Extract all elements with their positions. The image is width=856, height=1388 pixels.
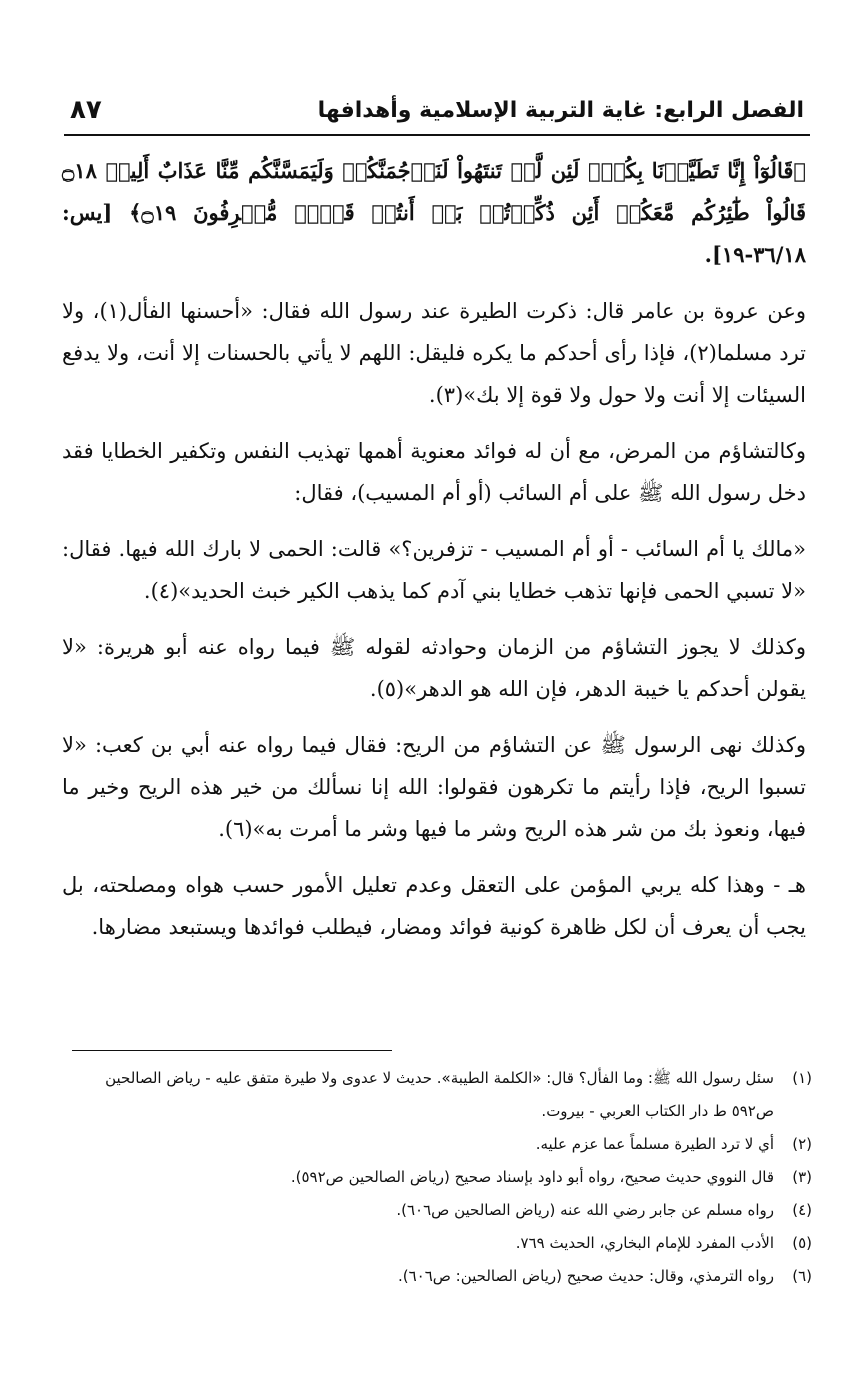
footnote-text: رواه الترمذي، وقال: حديث صحيح (رياض الصالحين: ص٦٠٦). (397, 1267, 774, 1285)
footnote-text: أي لا ترد الطيرة مسلماً عما عزم عليه. (535, 1135, 774, 1153)
page-number: ٨٧ (70, 95, 102, 125)
paragraph-illness: وكالتشاؤم من المرض، مع أن له فوائد معنوية أهمها تهذيب النفس وتكفير الخطايا فقد دخل رسول الله ﷺ على أم السائب (أو أم المسيب)، فقال: (62, 439, 806, 505)
footnote-number: (٢) (792, 1135, 812, 1153)
footnote-number: (٣) (792, 1168, 812, 1186)
footnote-number: (٦) (792, 1267, 812, 1285)
running-header (70, 86, 804, 134)
paragraph-time: وكذلك لا يجوز التشاؤم من الزمان وحوادثه لقوله ﷺ فيما رواه عنه أبو هريرة: «لا يقولن أحدكم يا خيبة الدهر، فإن الله هو الدهر»(٥). (62, 635, 806, 701)
footnote-divider (72, 1050, 392, 1051)
footnote-item (66, 1260, 812, 1293)
main-text (62, 150, 806, 962)
footnote-number: (٥) (792, 1234, 812, 1252)
quran-verse: ﴿قَالُوٓاْ إِنَّا تَطَيَّرۡنَا بِكُمۡۖ لَئِن لَّمۡ تَنتَهُواْ لَنَرۡجُمَنَّكُمۡ وَلَيَمَسَّنَّكُم مِّنَّا عَذَابٌ أَلِيمٞ ۝١٨ قَالُواْ طَٰٓئِرُكُم مَّعَكُمۡ أَئِن ذُكِّرۡتُمۚ بَلۡ أَنتُمۡ قَوۡمٞ مُّسۡرِفُونَ ۝١٩﴾ [يس: ٣٦/١٨-١٩]. (62, 158, 806, 267)
footnote-text: سئل رسول الله ﷺ: وما الفأل؟ قال: «الكلمة الطيبة». حديث لا عدوى ولا طيرة متفق عليه - رياض الصالحين ص٥٩٢ ط دار الكتاب العربي - بيروت. (105, 1069, 774, 1120)
paragraph-wind: وكذلك نهى الرسول ﷺ عن التشاؤم من الريح: فقال فيما رواه عنه أبي بن كعب: «لا تسبوا الريح، فإذا رأيتم ما تكرهون فقولوا: الله إنا نسألك من خير هذه الريح وخير ما فيها، ونعوذ بك من شر هذه الريح وشر ما فيها وشر ما أمرت به»(٦). (62, 733, 806, 841)
footnotes (66, 1062, 812, 1293)
paragraph-conclusion: هـ - وهذا كله يربي المؤمن على التعقل وعدم تعليل الأمور حسب هواه ومصلحته، بل يجب أن يعرف أن لكل ظاهرة كونية فوائد ومضار، فيطلب فوائدها ويستبعد مضارها. (62, 873, 806, 939)
chapter-title: الفصل الرابع: غاية التربية الإسلامية وأهدافها (317, 97, 804, 123)
header-divider (64, 134, 810, 136)
footnote-number: (١) (792, 1069, 812, 1087)
paragraph-fever-hadith: «مالك يا أم السائب - أو أم المسيب - تزفرين؟» قالت: الحمى لا بارك الله فيها. فقال: «لا تسبي الحمى فإنها تذهب خطايا بني آدم كما يذهب الكير خبث الحديد»(٤). (62, 537, 806, 603)
footnote-item (66, 1128, 812, 1161)
paragraph-urwa-hadith: وعن عروة بن عامر قال: ذكرت الطيرة عند رسول الله فقال: «أحسنها الفأل(١)، ولا ترد مسلما(٢)، فإذا رأى أحدكم ما يكره فليقل: اللهم لا يأتي بالحسنات إلا أنت، ولا يدفع السيئات إلا أنت ولا حول ولا قوة إلا بك»(٣). (62, 299, 807, 407)
footnote-item (66, 1062, 812, 1128)
footnote-number: (٤) (792, 1201, 812, 1219)
footnote-text: رواه مسلم عن جابر رضي الله عنه (رياض الصالحين ص٦٠٦). (396, 1201, 774, 1219)
footnote-item (66, 1227, 812, 1260)
footnote-item (66, 1194, 812, 1227)
footnote-item (66, 1161, 812, 1194)
footnote-text: قال النووي حديث صحيح، رواه أبو داود بإسناد صحيح (رياض الصالحين ص٥٩٢). (290, 1168, 774, 1186)
footnote-text: الأدب المفرد للإمام البخاري، الحديث ٧٦٩. (515, 1234, 774, 1252)
